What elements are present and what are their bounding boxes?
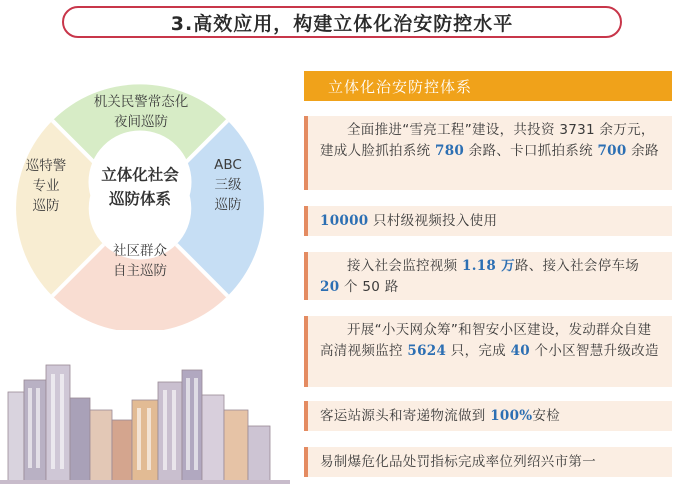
- card-logistics-inspection: 客运站源头和寄递物流做到 100%安检: [304, 401, 672, 431]
- card-snow-bright-project: 全面推进“雪亮工程”建设，共投资 3731 余万元，建成人脸抓拍系统 780 余路、卡口抓拍系统 700 余路: [304, 116, 672, 190]
- city-skyline-illustration: [0, 340, 290, 490]
- segment-label-bottom: 社区群众 自主巡防: [113, 243, 167, 279]
- segment-label-top: 机关民警常态化 夜间巡防: [93, 94, 189, 130]
- panel-header: 立体化治安防控体系: [304, 71, 672, 101]
- segment-label-left: 巡特警 专业 巡防: [25, 158, 67, 214]
- card-sky-net-crowdfunding: 开展“小天网众筹”和智安小区建设，发动群众自建高清视频监控 5624 只，完成 40 个小区智慧升级改造: [304, 316, 672, 387]
- segment-label-right: ABC 三级 巡防: [214, 157, 242, 213]
- card-hazardous-chemicals: 易制爆危化品处罚指标完成率位列绍兴市第一: [304, 447, 672, 477]
- wheel-center-label: 立体化社会 巡防体系: [101, 166, 179, 208]
- page-title: 3.高效应用，构建立体化治安防控水平: [62, 6, 622, 38]
- card-village-video: 10000 只村级视频投入使用: [304, 206, 672, 236]
- card-social-monitoring: 接入社会监控视频 1.18 万路、接入社会停车场 20 个 50 路: [304, 252, 672, 300]
